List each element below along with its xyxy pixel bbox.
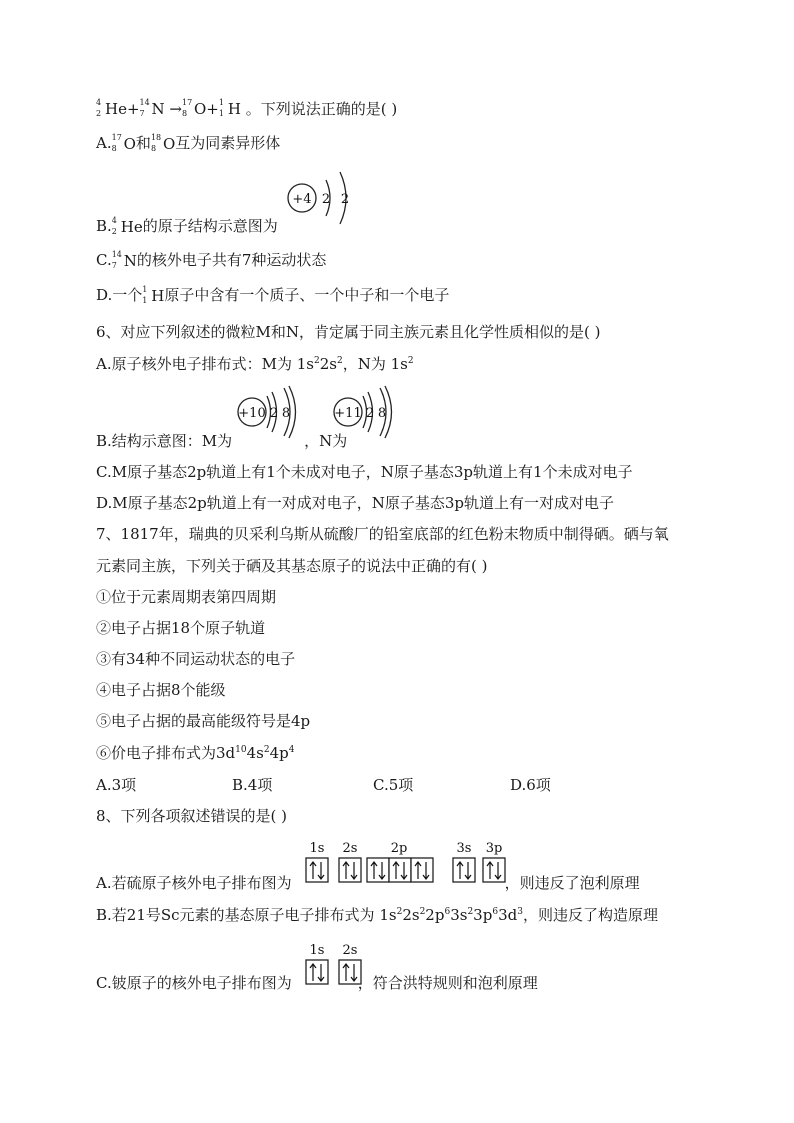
nuclide-o17: 17 8 O — [111, 133, 136, 153]
choice-d[interactable]: D.6项 — [510, 776, 551, 794]
svg-text:1s: 1s — [309, 943, 325, 958]
q6-stem: 6、对应下列叙述的微粒M和N，肯定属于同主族元素且化学性质相似的是( ) — [96, 323, 601, 341]
choice-b[interactable]: B.4项 — [232, 776, 273, 794]
svg-text:8: 8 — [281, 406, 291, 421]
svg-text:1s: 1s — [309, 841, 325, 856]
q7-stem-line1: 7、1817年，瑞典的贝采利乌斯从硫酸厂的铅室底部的红色粉末物质中制得硒。硒与氧 — [96, 525, 669, 543]
q6-option-b: B.结构示意图：M为 ，N为 — [96, 432, 348, 450]
nuclide-h-d: 1 1 H — [142, 285, 165, 305]
q8-option-b: B.若21号Sc元素的基态原子电子排布式为 $1s^22s^22p^63s^23p^63d^3$，则违反了构造原理 — [96, 906, 658, 924]
q7-choices — [96, 775, 551, 795]
svg-text:8: 8 — [377, 406, 387, 421]
svg-text:+11: +11 — [334, 406, 362, 421]
nuclide-o18: 18 8 O — [150, 133, 176, 153]
q7-stem-line2: 元素同主族，下列关于硒及其基态原子的说法中正确的有( ) — [96, 557, 488, 575]
svg-text:2s: 2s — [342, 943, 358, 958]
svg-text:2: 2 — [321, 192, 331, 207]
svg-text:2: 2 — [365, 406, 375, 421]
svg-text:2s: 2s — [342, 841, 358, 856]
q6-option-c: C.M原子基态2p轨道上有1个未成对电子，N原子基态3p轨道上有1个未成对电子 — [96, 463, 633, 481]
svg-text:+4: +4 — [292, 192, 312, 207]
nuclide-n-c: 14 7 N — [111, 250, 137, 270]
q6-option-a: A.原子核外电子排布式：M为 $1s^22s^2$，N为 $1s^2$ — [96, 355, 414, 373]
svg-text:3s: 3s — [456, 841, 472, 856]
nuclide-h: 1 1 H 。下列说法正确的是( ) — [218, 98, 398, 118]
q7-statement-6: ⑥价电子排布式为$3d^{10}4s^24p^4$ — [96, 744, 295, 762]
svg-text:2p: 2p — [390, 841, 408, 856]
q7-statement-1: ①位于元素周期表第四周期 — [96, 588, 277, 606]
nuclide-o: 17 8 O+ — [182, 98, 219, 118]
svg-text:2: 2 — [340, 192, 350, 207]
q8-option-a: A.若硫原子核外电子排布图为 ，则违反了泡利原理 — [96, 874, 640, 892]
q8-option-c: C.铍原子的核外电子排布图为 ，符合洪特规则和泡利原理 — [96, 974, 538, 992]
nuclide-he: 4 2 He+ — [96, 98, 140, 118]
choice-c[interactable]: C.5项 — [373, 776, 414, 794]
q8-stem: 8、下列各项叙述错误的是( ) — [96, 807, 288, 825]
q5-option-a: A. 17 8 O和 18 8 O互为同素异形体 — [96, 133, 281, 153]
q5-equation — [96, 98, 397, 119]
svg-text:2: 2 — [269, 406, 279, 421]
choice-a[interactable]: A.3项 — [96, 776, 137, 794]
q7-statement-3: ③有34种不同运动状态的电子 — [96, 650, 296, 668]
q5-option-d: D.一个 1 1 H原子中含有一个质子、一个中子和一个电子 — [96, 285, 450, 305]
q7-statement-5: ⑤电子占据的最高能级符号是4p — [96, 712, 311, 730]
q7-statement-2: ②电子占据18个原子轨道 — [96, 619, 266, 637]
q6-option-d: D.M原子基态2p轨道上有一对成对电子，N原子基态3p轨道上有一对成对电子 — [96, 494, 615, 512]
he-atom-structure-diagram — [282, 168, 362, 228]
nuclide-he-b: 4 2 He — [111, 216, 143, 236]
nuclide-n: 14 7 N → — [139, 98, 182, 118]
svg-text:+10: +10 — [238, 406, 266, 421]
q5-option-c: C. 14 7 N的核外电子共有7种运动状态 — [96, 250, 327, 270]
svg-text:3p: 3p — [485, 841, 503, 856]
q5-option-b: B. 4 2 He的原子结构示意图为 — [96, 216, 278, 236]
q7-statement-4: ④电子占据8个能级 — [96, 681, 226, 699]
